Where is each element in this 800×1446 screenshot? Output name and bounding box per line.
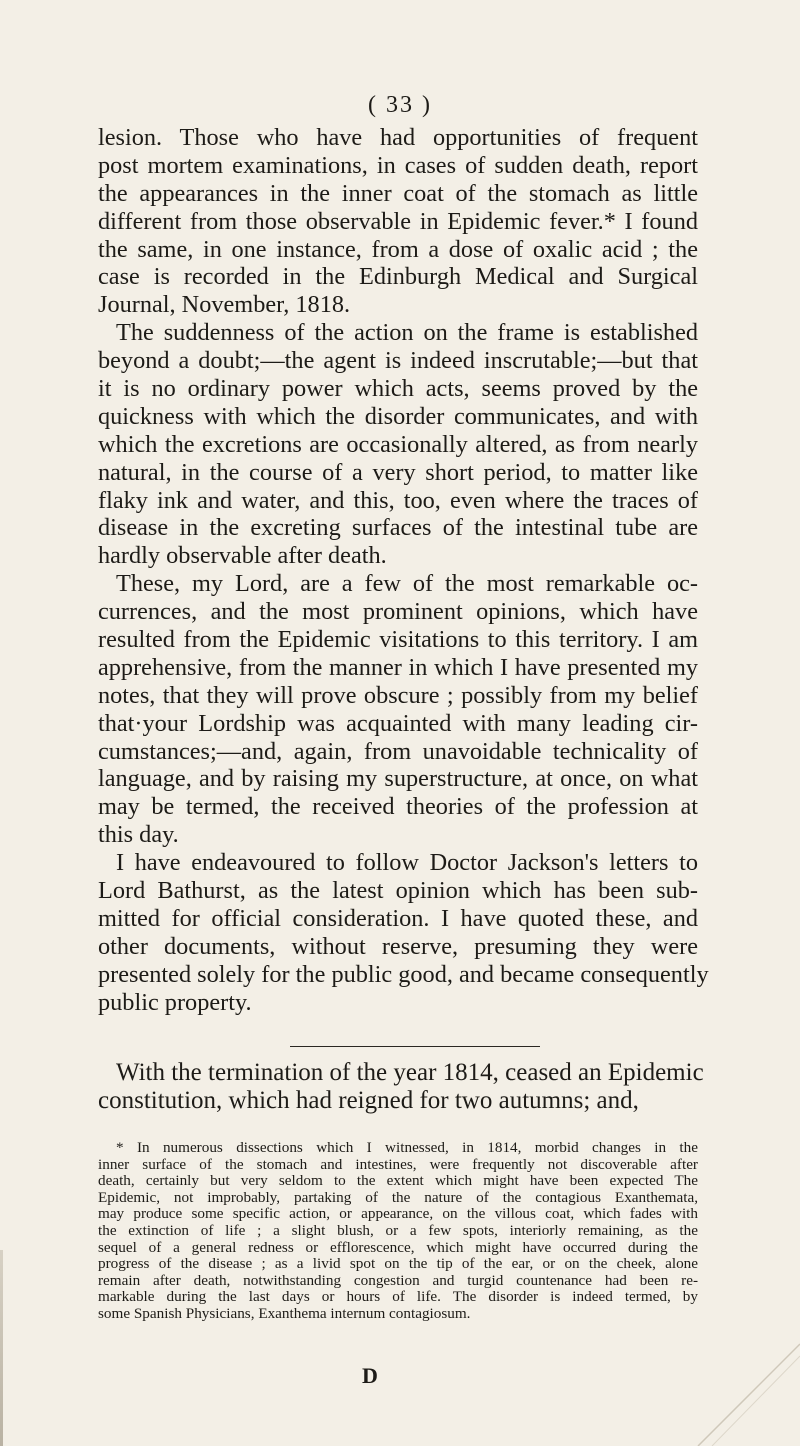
text-line: the appearances in the inner coat of the stomach as little bbox=[98, 179, 698, 207]
text-line: I have endeavoured to follow Doctor Jackson's letters to bbox=[116, 849, 698, 877]
footnote-line: * In numerous dissections which I witnessed, in 1814, morbid changes in the bbox=[116, 1139, 698, 1156]
text-line: this day. bbox=[98, 821, 179, 849]
footnote-line: death, certainly but very seldom to the extent which might have been expected The bbox=[98, 1172, 698, 1190]
text-line: other documents, without reserve, presuming they were bbox=[98, 932, 698, 960]
text-line: beyond a doubt;—the agent is indeed inscrutable;—but that bbox=[98, 347, 698, 375]
text-line: flaky ink and water, and this, too, even where the traces of bbox=[98, 486, 698, 514]
text-line: may be termed, the received theories of the profession at bbox=[98, 793, 698, 821]
text-line: post mortem examinations, in cases of sudden death, report bbox=[98, 151, 698, 179]
text-line: which the excretions are occasionally altered, as from nearly bbox=[98, 430, 698, 458]
text-line: quickness with which the disorder communicates, and with bbox=[98, 402, 698, 430]
text-line: mitted for official consideration. I have quoted these, and bbox=[98, 904, 698, 932]
footnote-line: progress of the disease ; as a livid spot on the tip of the ear, or on the cheek, alone bbox=[98, 1255, 698, 1273]
text-line: apprehensive, from the manner in which I have presented my bbox=[98, 653, 698, 681]
text-line: that·your Lordship was acquainted with many leading cir- bbox=[98, 709, 698, 737]
text-line: public property. bbox=[98, 988, 252, 1016]
text-line: presented solely for the public good, and became consequently bbox=[98, 960, 709, 988]
footnote-line: Epidemic, not improbably, partaking of the nature of the contagious Exanthemata, bbox=[98, 1188, 698, 1206]
text-line: currences, and the most prominent opinions, which have bbox=[98, 598, 698, 626]
text-line: cumstances;—and, again, from unavoidable technicality of bbox=[98, 737, 698, 765]
page-corner-crease bbox=[680, 1336, 800, 1446]
text-line: The suddenness of the action on the frame is established bbox=[116, 319, 698, 347]
text-line: case is recorded in the Edinburgh Medical and Surgical bbox=[98, 263, 698, 291]
main-text bbox=[98, 124, 709, 1017]
text-line: notes, that they will prove obscure ; possibly from my belief bbox=[98, 681, 698, 709]
footnote-line: some Spanish Physicians, Exanthema internum contagiosum. bbox=[98, 1304, 471, 1322]
text-line: Lord Bathurst, as the latest opinion which has been sub- bbox=[98, 877, 698, 905]
footnote-line: markable during the last days or hours of life. The disorder is indeed termed, by bbox=[98, 1288, 698, 1306]
text-line: natural, in the course of a very short period, to matter like bbox=[98, 458, 698, 486]
footnote bbox=[98, 1140, 698, 1323]
text-line: different from those observable in Epidemic fever.* I found bbox=[98, 207, 698, 235]
section-text bbox=[98, 1058, 704, 1114]
footnote-line: inner surface of the stomach and intestines, were frequently not discoverable after bbox=[98, 1155, 698, 1173]
text-line: the same, in one instance, from a dose of oxalic acid ; the bbox=[98, 235, 698, 263]
footnote-line: may produce some specific action, or appearance, on the villous coat, which fades with bbox=[98, 1205, 698, 1223]
text-line: With the termination of the year 1814, ceased an Epidemic bbox=[116, 1059, 704, 1086]
text-line: language, and by raising my superstructure, at once, on what bbox=[98, 765, 698, 793]
page-number: ( 33 ) bbox=[368, 92, 432, 118]
text-line: resulted from the Epidemic visitations to this territory. I am bbox=[98, 626, 698, 654]
section-divider bbox=[290, 1046, 540, 1047]
text-line: lesion. Those who have had opportunities of frequent bbox=[98, 124, 698, 151]
text-line: Journal, November, 1818. bbox=[98, 291, 351, 319]
text-line: These, my Lord, are a few of the most remarkable oc- bbox=[116, 570, 698, 598]
footnote-line: remain after death, notwithstanding congestion and turgid countenance had been re- bbox=[98, 1271, 698, 1289]
footnote-line: sequel of a general redness or efflorescence, which might have occurred during the bbox=[98, 1238, 698, 1256]
text-line: constitution, which had reigned for two autumns; and, bbox=[98, 1086, 639, 1114]
page-edge-shadow bbox=[0, 1250, 3, 1446]
text-line: it is no ordinary power which acts, seems proved by the bbox=[98, 375, 698, 403]
signature-mark: D bbox=[362, 1363, 378, 1388]
text-line: hardly observable after death. bbox=[98, 542, 387, 570]
text-line: disease in the excreting surfaces of the intestinal tube are bbox=[98, 514, 698, 542]
footnote-line: the extinction of life ; a slight blush, or a few spots, interiorly remaining, as the bbox=[98, 1221, 698, 1239]
